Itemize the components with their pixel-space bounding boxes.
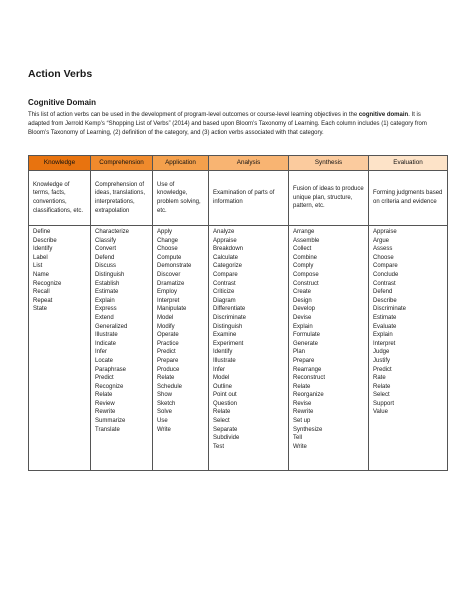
verb-item: Translate [95,426,120,433]
verb-item: Rearrange [293,366,322,373]
verb-item: Schedule [157,383,183,390]
verb-item: Show [157,392,173,399]
intro-text-part1: This list of action verbs can be used in the development of program-level outcomes or course-level learning objectives in the [28,112,359,118]
verb-item: Model [157,314,174,321]
verb-item: Generalized [95,323,128,330]
definition-knowledge: Knowledge of terms, facts, conventions, classifications, etc. [29,171,91,226]
intro-bold-term: cognitive domain [358,112,409,118]
verb-item: Compare [213,271,238,278]
intro-paragraph [28,111,428,137]
verb-item: Demonstrate [157,263,192,270]
intro-text-part2: . It is adapted from Jerrold Kemp’s “Shopping List of Verbs” (2014) and based upon Bloom’s Taxonomy of Learning. Each column includes (1) category from Bloom’s Taxonomy of Learning, (2) definition of the category, and (3) action verbs associated with that category. [28,112,427,136]
verb-item: Characterize [95,229,130,235]
definition-application: Use of knowledge, problem solving, etc. [153,171,209,226]
verb-item: Classify [95,237,117,244]
verb-item: Outline [213,383,233,390]
verb-item: Solve [157,409,173,416]
verb-item: Test [213,443,225,450]
verbs-application [153,226,209,471]
verb-item: Relate [95,392,113,399]
verbs-knowledge [29,226,91,471]
definitions-row [29,171,448,226]
definition-synthesis: Fusion of ideas to produce unique plan, structure, pattern, etc. [289,171,369,226]
verb-item: Change [157,237,179,244]
verb-item: Explain [95,297,115,304]
verb-item: Dramatize [157,280,185,287]
verb-item: Identify [213,349,233,356]
verb-item: Predict [95,375,114,382]
verb-item: Justify [373,357,391,364]
verb-item: Devise [293,314,312,321]
verb-item: Interpret [373,340,396,347]
verb-item: Discriminate [373,306,407,313]
header-knowledge: Knowledge [29,156,91,171]
verb-item: Defend [95,254,115,261]
verb-item: Reorganize [293,392,324,399]
verb-item: Relate [293,383,311,390]
verb-item: Analyze [213,229,235,235]
verb-item: Point out [213,392,237,399]
header-evaluation: Evaluation [369,156,448,171]
verb-item: Appraise [373,229,397,235]
verb-item: Tell [293,435,303,442]
verb-item: Defend [373,289,393,296]
verb-item: Distinguish [213,323,243,330]
verb-item: Create [293,289,312,296]
verb-item: Paraphrase [95,366,127,373]
verb-item: Modify [157,323,175,330]
page-title: Action Verbs [28,68,93,80]
verbs-comprehension [91,226,153,471]
verb-item: Establish [95,280,120,287]
verb-item: Illustrate [95,332,118,339]
verb-item: Write [157,426,171,433]
verb-item: Discriminate [213,314,247,321]
verb-item: Illustrate [213,357,236,364]
verb-item: Relate [213,409,231,416]
header-synthesis: Synthesis [289,156,369,171]
verb-item: Assess [373,246,393,253]
verb-item: Rewrite [95,409,116,416]
verb-item: Evaluate [373,323,397,330]
verb-item: Separate [213,426,238,433]
verb-item: Rate [373,375,386,382]
verb-item: Rewrite [293,409,314,416]
verb-item: Assemble [293,237,320,244]
verb-item: Indicate [95,340,117,347]
verb-item: Predict [157,349,176,356]
verb-item: Comply [293,263,314,270]
verb-item: Examine [213,332,237,339]
definition-evaluation: Forming judgments based on criteria and evidence [369,171,448,226]
verb-item: Prepare [293,357,315,364]
verb-item: Calculate [213,254,239,261]
verb-item: Recall [33,289,50,296]
verb-item: Describe [33,237,57,244]
verb-item: Design [293,297,312,304]
verb-item: Revise [293,400,312,407]
verb-item: Choose [157,246,178,253]
verb-item: Explain [373,332,393,339]
header-analysis: Analysis [209,156,289,171]
verb-item: Conclude [373,271,399,278]
verb-item: Apply [157,229,173,235]
verb-item: Compose [293,271,319,278]
verb-item: Operate [157,332,179,339]
verb-item: Differentiate [213,306,246,313]
verb-item: Compute [157,254,182,261]
verb-item: Criticize [213,289,235,296]
verb-item: Set up [293,418,311,425]
verb-item: Model [213,375,230,382]
verb-item: Write [293,443,307,450]
verb-item: Experiment [213,340,244,347]
verb-item: Select [373,392,390,399]
verb-item: Recognize [95,383,124,390]
verb-item: Breakdown [213,246,244,253]
verbs-row [29,226,448,471]
action-verbs-table [28,155,448,471]
verb-item: Argue [373,237,390,244]
verb-item: Describe [373,297,397,304]
verb-item: Judge [373,349,390,356]
definition-comprehension: Comprehension of ideas, translations, interpretations, extrapolation [91,171,153,226]
verb-item: Relate [373,383,391,390]
verb-item: Predict [373,366,392,373]
verb-item: Estimate [95,289,119,296]
verb-item: Produce [157,366,180,373]
verb-item: Value [373,409,388,416]
verb-item: Label [33,254,48,261]
verb-item: Subdivide [213,435,240,442]
verb-item: Develop [293,306,316,313]
verb-item: Infer [95,349,108,356]
definition-analysis: Examination of parts of information [209,171,289,226]
verb-item: Estimate [373,314,397,321]
verb-item: Collect [293,246,312,253]
verb-item: Use [157,418,168,425]
verb-item: Support [373,400,395,407]
verb-item: Arrange [293,229,315,235]
verb-item: Manipulate [157,306,187,313]
verb-item: List [33,263,43,270]
verb-item: Prepare [157,357,179,364]
verb-item: Categorize [213,263,243,270]
verbs-analysis [209,226,289,471]
verb-item: Contrast [213,280,236,287]
verb-item: Appraise [213,237,237,244]
verb-item: Convert [95,246,117,253]
verb-item: Contrast [373,280,396,287]
verb-item: Locate [95,357,114,364]
verb-item: Generate [293,340,319,347]
verb-item: Sketch [157,400,176,407]
header-comprehension: Comprehension [91,156,153,171]
verb-item: Choose [373,254,394,261]
verb-item: Employ [157,289,178,296]
section-subtitle: Cognitive Domain [28,98,97,107]
verb-item: Formulate [293,332,321,339]
verb-item: Explain [293,323,313,330]
verb-item: State [33,306,48,313]
verb-item: Discover [157,271,181,278]
verb-item: Relate [157,375,175,382]
verb-item: Summarize [95,418,126,425]
verb-item: Synthesize [293,426,323,433]
verb-item: Express [95,306,117,313]
verb-item: Select [213,418,230,425]
verb-item: Distinguish [95,271,125,278]
table-header-row [29,156,448,171]
verb-item: Diagram [213,297,236,304]
verb-item: Recognize [33,280,62,287]
verbs-evaluation [369,226,448,471]
verb-item: Discuss [95,263,117,270]
verb-item: Infer [213,366,226,373]
verb-item: Repeat [33,297,53,304]
verb-item: Name [33,271,50,278]
header-application: Application [153,156,209,171]
verb-item: Reconstruct [293,375,326,382]
verb-item: Review [95,400,115,407]
verb-item: Extend [95,314,114,321]
verb-item: Compare [373,263,398,270]
verb-item: Combine [293,254,318,261]
verb-item: Interpret [157,297,180,304]
verb-item: Plan [293,349,306,356]
verb-item: Practice [157,340,179,347]
verb-item: Define [33,229,51,235]
verbs-synthesis [289,226,369,471]
verb-item: Construct [293,280,319,287]
verb-item: Question [213,400,238,407]
verb-item: Identify [33,246,53,253]
